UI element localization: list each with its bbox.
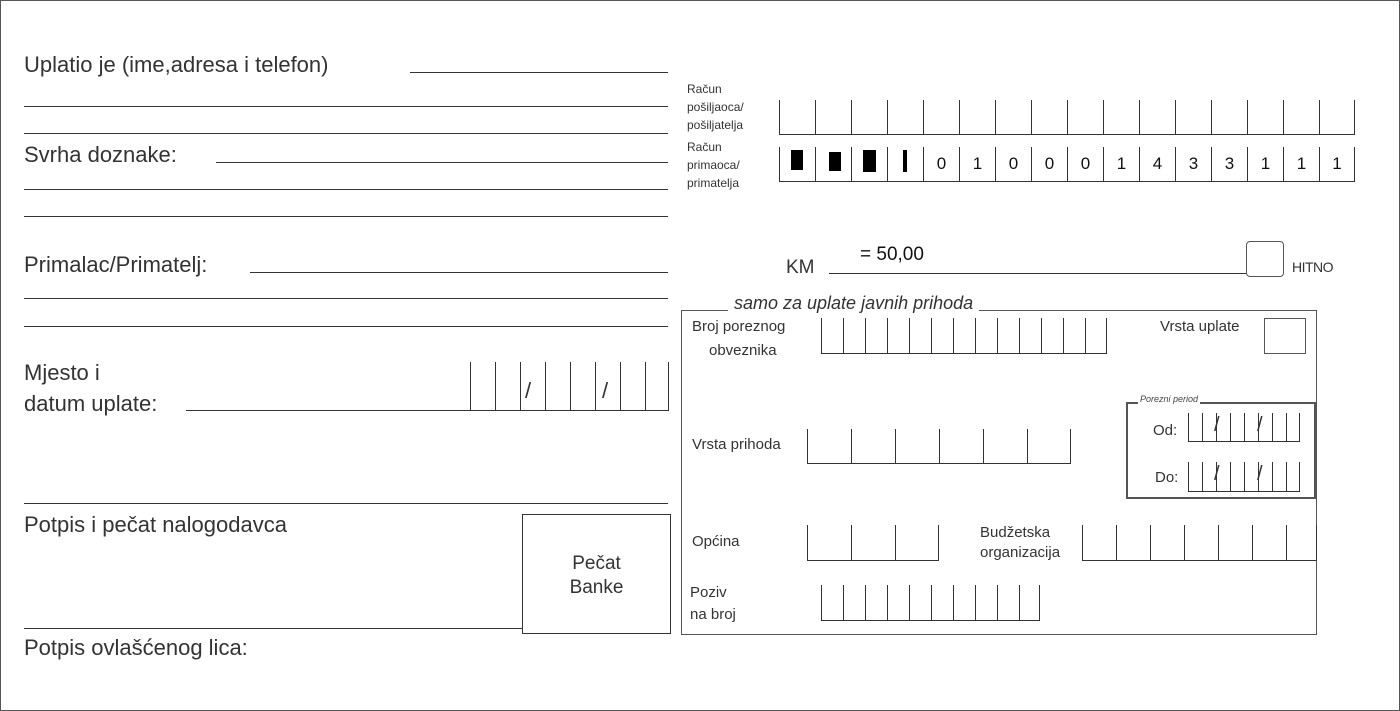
recipient-account-label-3: primatelja [687, 176, 740, 190]
redaction-mark [903, 150, 907, 172]
recipient-account-digit: 1 [1296, 154, 1307, 173]
place-date-label-1: Mjesto i [24, 360, 100, 385]
recipient-account-label-2: primaoca/ [687, 158, 740, 172]
from-date-cells[interactable] [1188, 413, 1300, 442]
municipality-label: Općina [692, 533, 740, 550]
authorized-sign-label: Potpis ovlašćenog lica: [24, 635, 248, 660]
urgent-label: HITNO [1292, 259, 1334, 275]
recipient-label: Primalac/Primatelj: [24, 252, 208, 277]
urgent-checkbox[interactable] [1246, 241, 1284, 277]
purpose-line-1[interactable] [216, 162, 668, 163]
recipient-account-label [687, 138, 740, 192]
place-line[interactable] [186, 410, 470, 411]
taxpayer-label-2: obveznika [709, 342, 777, 359]
to-slash-1: / [1214, 463, 1220, 485]
date-cells[interactable] [470, 362, 669, 411]
redaction-mark [863, 150, 876, 172]
budget-org-label-1: Budžetska [980, 524, 1051, 541]
redaction-mark [829, 152, 841, 171]
public-revenue-title: samo za uplate javnih prihoda [728, 293, 979, 314]
currency-label: KM [786, 257, 815, 278]
recipient-account-digit: 0 [1044, 154, 1055, 173]
municipality-cells[interactable] [807, 525, 939, 561]
payer-sign-line[interactable] [24, 628, 522, 629]
recipient-account-digit: 0 [1008, 154, 1019, 173]
reference-label-2: na broj [690, 606, 736, 623]
taxpayer-number-cells[interactable] [821, 318, 1107, 354]
to-slash-2: / [1257, 463, 1263, 485]
budget-org-label-2: organizacija [980, 544, 1061, 561]
from-slash-2: / [1257, 414, 1263, 436]
recipient-account-digit: 1 [1260, 154, 1271, 173]
amount-value[interactable]: = 50,00 [860, 244, 924, 265]
purpose-line-2[interactable] [24, 189, 668, 190]
payer-label: Uplatio je (ime,adresa i telefon) [24, 52, 329, 77]
payer-line-3[interactable] [24, 133, 668, 134]
payment-type-label: Vrsta uplate [1160, 318, 1240, 335]
place-date-label-2: datum uplate: [24, 391, 158, 416]
budget-org-cells[interactable] [1082, 525, 1317, 561]
recipient-account-digit: 1 [1116, 154, 1127, 173]
payer-sign-label: Potpis i pečat nalogodavca [24, 512, 287, 537]
purpose-line-3[interactable] [24, 216, 668, 217]
to-date-cells[interactable] [1188, 462, 1300, 492]
bank-stamp-line2: Banke [569, 577, 624, 598]
redaction-mark [791, 150, 803, 170]
sender-account-label-3: pošiljatelja [687, 118, 744, 132]
payer-line-2[interactable] [24, 106, 668, 107]
sender-account-cells[interactable] [779, 100, 1355, 135]
amount-line [829, 273, 1247, 274]
recipient-account-digit: 4 [1152, 154, 1163, 173]
taxpayer-label-1: Broj poreznog [692, 318, 786, 335]
sender-account-label-1: Račun [687, 82, 722, 96]
sender-account-label [687, 80, 744, 134]
recipient-line-2[interactable] [24, 298, 668, 299]
separator-line [24, 503, 668, 504]
date-slash-1: / [525, 378, 532, 403]
purpose-label: Svrha doznake: [24, 142, 177, 167]
to-label: Do: [1155, 469, 1179, 486]
from-label: Od: [1153, 422, 1178, 439]
recipient-account-digit: 3 [1224, 154, 1235, 173]
recipient-line-3[interactable] [24, 326, 668, 327]
recipient-account-label-1: Račun [687, 140, 722, 154]
recipient-account-digit: 3 [1188, 154, 1199, 173]
tax-period-label: Porezni period [1140, 394, 1199, 404]
from-slash-1: / [1214, 414, 1220, 436]
recipient-account-digit: 0 [936, 154, 947, 173]
recipient-account-digit: 0 [1080, 154, 1091, 173]
revenue-type-cells[interactable] [807, 429, 1071, 464]
recipient-account-digit: 1 [972, 154, 983, 173]
date-slash-2: / [602, 378, 609, 403]
sender-account-label-2: pošiljaoca/ [687, 100, 744, 114]
bank-stamp-line1: Pečat [572, 553, 621, 574]
recipient-line-1[interactable] [250, 272, 668, 273]
payment-type-box[interactable] [1264, 318, 1306, 354]
bank-stamp-box [522, 514, 671, 634]
recipient-account-digit: 1 [1332, 154, 1342, 173]
payer-line-1[interactable] [410, 72, 668, 73]
reference-label-1: Poziv [690, 584, 727, 601]
revenue-type-label: Vrsta prihoda [692, 436, 781, 453]
reference-number-cells[interactable] [821, 585, 1040, 621]
